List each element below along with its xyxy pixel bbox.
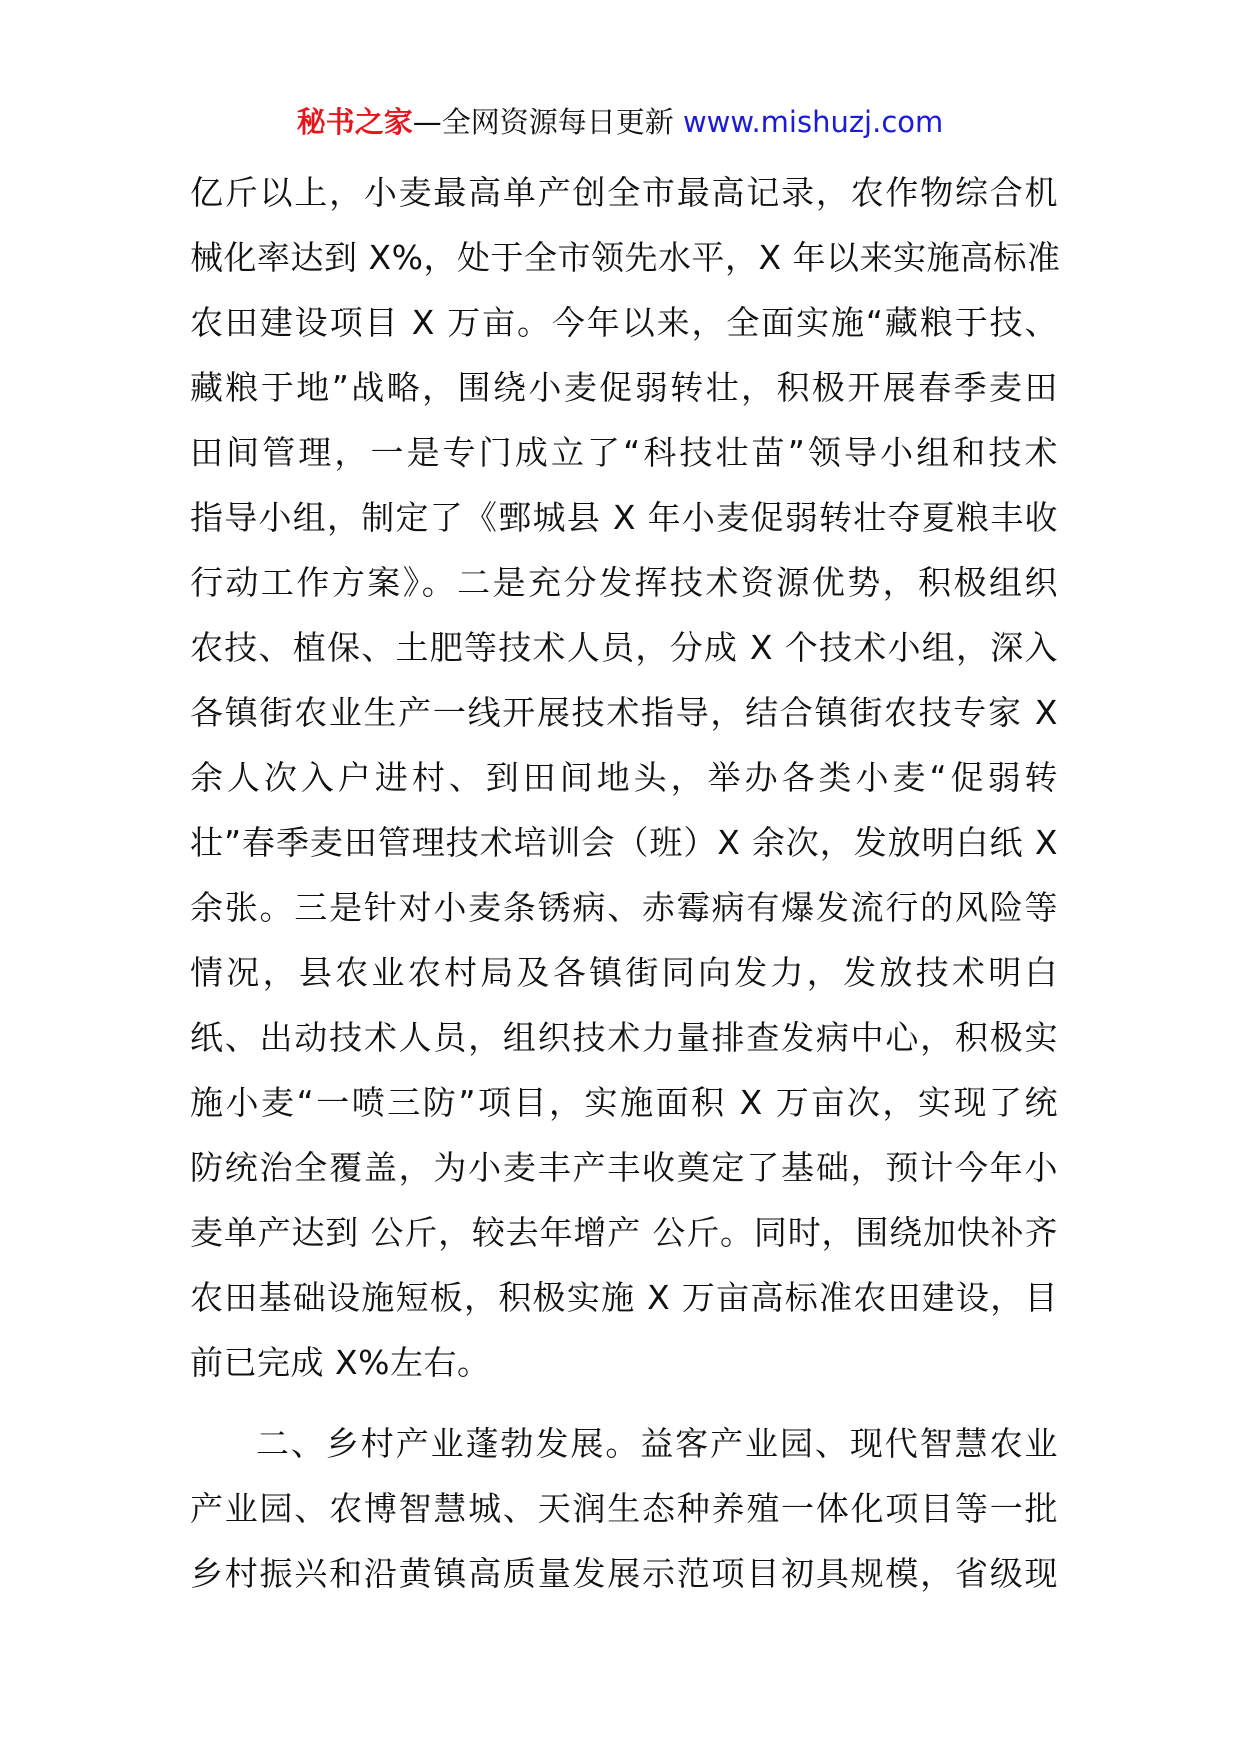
text-line: 余人次入户进村、到田间地头，举办各类小麦“促弱转 [190, 758, 1058, 797]
text-line: 乡村振兴和沿黄镇高质量发展示范项目初具规模，省级现 [190, 1554, 1058, 1593]
text-line: 农技、植保、土肥等技术人员，分成 X 个技术小组，深入 [190, 628, 1058, 667]
paragraph-1 [190, 160, 1061, 1395]
text-line: 各镇街农业生产一线开展技术指导，结合镇街农技专家 X [190, 693, 1058, 732]
text-line-content: 二、乡村产业蓬勃发展。益客产业园、现代智慧农业 [256, 1424, 1058, 1463]
text-line: 田间管理，一是专门成立了“科技壮苗”领导小组和技术 [190, 433, 1058, 472]
text-line: 纸、出动技术人员，组织技术力量排查发病中心，积极实 [190, 1018, 1058, 1057]
text-line: 壮”春季麦田管理技术培训会（班）X 余次，发放明白纸 X [190, 823, 1058, 862]
paragraph-2 [190, 1411, 1058, 1606]
text-line: 余张。三是针对小麦条锈病、赤霉病有爆发流行的风险等 [190, 888, 1058, 927]
paragraph-gap [190, 1395, 1058, 1411]
text-line: 指导小组，制定了《鄄城县 X 年小麦促弱转壮夺夏粮丰收 [190, 498, 1058, 537]
document-body [190, 160, 1061, 1606]
text-line: 情况，县农业农村局及各镇街同向发力，发放技术明白 [190, 953, 1058, 992]
text-line: 械化率达到 X%，处于全市领先水平，X 年以来实施高标准 [190, 238, 1061, 277]
text-line: 施小麦“一喷三防”项目，实施面积 X 万亩次，实现了统 [190, 1083, 1058, 1122]
header-tagline: —全网资源每日更新 [412, 105, 674, 139]
text-line: 麦单产达到 公斤，较去年增产 公斤。同时，围绕加快补齐 [190, 1213, 1058, 1252]
website-link[interactable]: www.mishuzj.com [682, 105, 944, 139]
text-line: 农田基础设施短板，积极实施 X 万亩高标准农田建设，目 [190, 1278, 1058, 1317]
text-line: 前已完成 X%左右。 [190, 1343, 491, 1382]
text-line: 行动工作方案》。二是充分发挥技术资源优势，积极组织 [190, 563, 1058, 602]
text-line: 藏粮于地”战略，围绕小麦促弱转壮，积极开展春季麦田 [190, 368, 1058, 407]
text-line: 产业园、农博智慧城、天润生态种养殖一体化项目等一批 [190, 1489, 1058, 1528]
text-line [190, 1411, 1058, 1476]
text-line: 防统治全覆盖，为小麦丰产丰收奠定了基础，预计今年小 [190, 1148, 1058, 1187]
page-header [0, 102, 1240, 142]
text-line: 农田建设项目 X 万亩。今年以来，全面实施“藏粮于技、 [190, 303, 1058, 342]
brand-name: 秘书之家 [296, 105, 413, 139]
text-line: 亿斤以上，小麦最高单产创全市最高记录，农作物综合机 [190, 173, 1058, 212]
